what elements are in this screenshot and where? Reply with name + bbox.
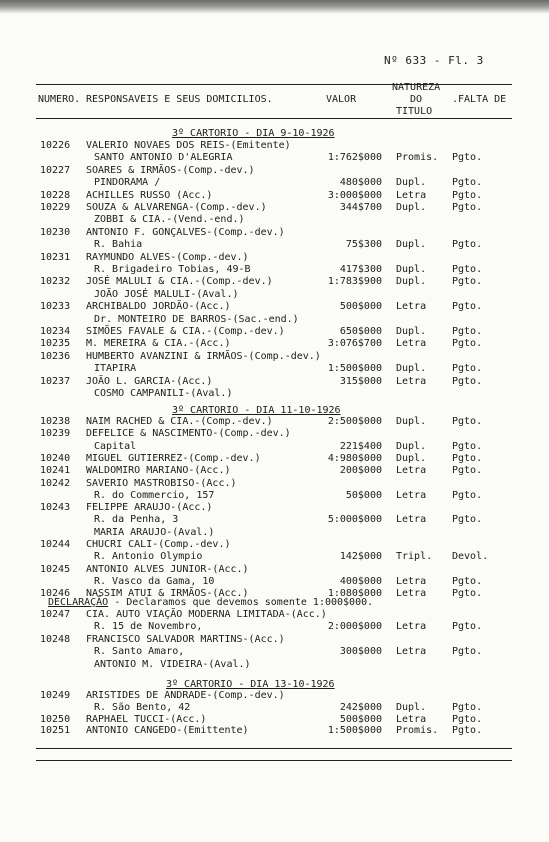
row-falta: Pgto. bbox=[452, 621, 483, 633]
row-responsavel: MARIA ARAUJO-(Aval.) bbox=[94, 526, 215, 538]
row-responsavel: PINDORAMA / bbox=[94, 177, 161, 189]
row-responsavel: ZOBBI & CIA.-(Vend.-end.) bbox=[94, 214, 245, 226]
row-responsavel: RAYMUNDO ALVES-(Comp.-dev.) bbox=[86, 251, 249, 263]
row-valor: 75$300 bbox=[345, 239, 382, 251]
row-responsavel: JOÃO JOSÉ MALULI-(Aval.) bbox=[94, 288, 239, 300]
row-falta: Pgto. bbox=[452, 375, 483, 387]
row-falta: Pgto. bbox=[452, 440, 483, 452]
row-natureza: Dupl. bbox=[396, 177, 427, 189]
row-valor: 2:000$000 bbox=[327, 621, 382, 633]
row-number: 10227 bbox=[40, 164, 71, 176]
row-responsavel: ANTONIO M. VIDEIRA-(Aval.) bbox=[94, 658, 251, 670]
row-responsavel: MIGUEL GUTIERREZ-(Comp.-dev.) bbox=[86, 452, 261, 464]
row-responsavel: COSMO CAMPANILI-(Aval.) bbox=[94, 388, 233, 399]
row-responsavel: ANTONIO CANGEDO-(Emittente) bbox=[86, 725, 249, 737]
header-falta: .FALTA DE bbox=[452, 94, 507, 105]
page-number: Nº 633 - Fl. 3 bbox=[384, 54, 484, 67]
row-natureza: Letra bbox=[396, 588, 427, 600]
row-valor: 344$700 bbox=[339, 202, 382, 213]
row-valor: 300$000 bbox=[339, 646, 382, 658]
row-responsavel: R. São Bento, 42 bbox=[94, 701, 191, 713]
row-natureza: Letra bbox=[396, 646, 427, 658]
row-valor: 142$000 bbox=[339, 551, 382, 563]
row-falta: Pgto. bbox=[452, 575, 483, 587]
row-responsavel: R. do Commercio, 157 bbox=[94, 489, 215, 501]
row-valor: 50$000 bbox=[345, 489, 382, 501]
declaracao-label: DECLARAÇÃO bbox=[48, 597, 109, 608]
row-responsavel: HUMBERTO AVANZINI & IRMÃOS-(Comp.-dev.) bbox=[86, 350, 321, 362]
row-number: 10239 bbox=[40, 428, 71, 440]
row-valor: 5:000$000 bbox=[327, 514, 382, 526]
row-responsavel: RAPHAEL TUCCI-(Acc.) bbox=[86, 713, 207, 725]
row-responsavel: FELIPPE ARAUJO-(Acc.) bbox=[86, 502, 213, 514]
row-falta: Pgto. bbox=[452, 489, 483, 501]
row-responsavel: R. Bahia bbox=[94, 239, 143, 251]
row-natureza: Letra bbox=[396, 489, 427, 501]
row-number: 10229 bbox=[40, 202, 71, 213]
row-natureza: Dupl. bbox=[396, 276, 427, 288]
row-falta: Pgto. bbox=[452, 276, 483, 288]
row-number: 10233 bbox=[40, 301, 71, 313]
row-responsavel: ITAPIRA bbox=[94, 363, 137, 375]
row-valor: 1:500$000 bbox=[327, 725, 382, 737]
header-bottom-rule bbox=[36, 118, 512, 119]
row-responsavel: M. MEREIRA & CIA.-(Acc.) bbox=[86, 338, 231, 350]
row-natureza: Dupl. bbox=[396, 363, 427, 375]
row-valor: 221$400 bbox=[339, 440, 382, 452]
row-responsavel: R. Santo Amaro, bbox=[94, 646, 185, 658]
row-falta: Pgto. bbox=[452, 588, 483, 600]
scan-edge bbox=[0, 0, 549, 14]
row-falta: Pgto. bbox=[452, 326, 483, 337]
header-valor: VALOR bbox=[326, 94, 357, 105]
row-responsavel: SOUZA & ALVARENGA-(Comp.-dev.) bbox=[86, 202, 267, 213]
row-responsavel: ACHILLES RUSSO (Acc.) bbox=[86, 189, 213, 201]
row-valor: 4:980$000 bbox=[327, 452, 382, 464]
row-falta: Pgto. bbox=[452, 514, 483, 526]
section-title: 3º CARTORIO - DIA 11-10-1926 bbox=[172, 405, 341, 416]
row-natureza: Dupl. bbox=[396, 701, 427, 713]
declaracao-line bbox=[48, 597, 373, 608]
row-falta: Pgto. bbox=[452, 264, 483, 275]
row-falta: Pgto. bbox=[452, 363, 483, 375]
header-natureza-3: TITULO bbox=[396, 106, 433, 117]
row-number: 10242 bbox=[40, 477, 71, 489]
row-responsavel: Dr. MONTEIRO DE BARROS-(Sac.-end.) bbox=[94, 313, 299, 325]
row-responsavel: R. Antonio Olympio bbox=[94, 551, 203, 563]
row-number: 10235 bbox=[40, 338, 71, 350]
row-number: 10246 bbox=[40, 588, 71, 600]
row-natureza: Letra bbox=[396, 375, 427, 387]
row-number: 10251 bbox=[40, 725, 71, 737]
row-falta: Pgto. bbox=[452, 713, 483, 725]
row-natureza: Dupl. bbox=[396, 452, 427, 464]
row-number: 10228 bbox=[40, 189, 71, 201]
row-responsavel: WALDOMIRO MARIANO-(Acc.) bbox=[86, 465, 231, 477]
row-number: 10249 bbox=[40, 690, 71, 701]
row-falta: Devol. bbox=[452, 551, 489, 563]
row-natureza: Letra bbox=[396, 621, 427, 633]
header-natureza-2: DO bbox=[410, 94, 423, 105]
row-falta: Pgto. bbox=[452, 239, 483, 251]
row-natureza: Promis. bbox=[396, 152, 439, 164]
row-falta: Pgto. bbox=[452, 152, 483, 164]
row-valor: 315$000 bbox=[339, 375, 382, 387]
row-number: 10241 bbox=[40, 465, 71, 477]
row-valor: 2:500$000 bbox=[327, 416, 382, 427]
row-responsavel: JOÃO L. GARCIA-(Acc.) bbox=[86, 375, 213, 387]
row-falta: Pgto. bbox=[452, 701, 483, 713]
row-natureza: Letra bbox=[396, 713, 427, 725]
row-valor: 3:076$700 bbox=[327, 338, 382, 350]
row-responsavel: NASSIM ATUI & IRMÃOS-(Acc.) bbox=[86, 588, 249, 600]
row-number: 10237 bbox=[40, 375, 71, 387]
row-natureza: Letra bbox=[396, 514, 427, 526]
row-number: 10226 bbox=[40, 140, 71, 151]
row-number: 10245 bbox=[40, 563, 71, 575]
row-valor: 200$000 bbox=[339, 465, 382, 477]
row-falta: Pgto. bbox=[452, 452, 483, 464]
row-responsavel: R. Brigadeiro Tobias, 49-B bbox=[94, 264, 251, 275]
row-responsavel: CHUCRI CALI-(Comp.-dev.) bbox=[86, 539, 231, 550]
row-responsavel: R. Vasco da Gama, 10 bbox=[94, 575, 215, 587]
row-natureza: Tripl. bbox=[396, 551, 433, 563]
row-number: 10236 bbox=[40, 350, 71, 362]
row-responsavel: ARISTIDES DE ANDRADE-(Comp.-dev.) bbox=[86, 690, 285, 701]
row-natureza: Letra bbox=[396, 575, 427, 587]
row-responsavel: JOSÉ MALULI & CIA.-(Comp.-dev.) bbox=[86, 276, 273, 288]
header-top-rule bbox=[36, 84, 512, 85]
row-number: 10232 bbox=[40, 276, 71, 288]
row-number: 10240 bbox=[40, 452, 71, 464]
row-responsavel: R. 15 de Novembro, bbox=[94, 621, 203, 633]
declaracao-text: - Declaramos que devemos somente 1:000$000. bbox=[114, 597, 374, 608]
footer-rule-2 bbox=[36, 760, 512, 761]
row-responsavel: ANTONIO F. GONÇALVES-(Comp.-dev.) bbox=[86, 226, 285, 238]
row-falta: Pgto. bbox=[452, 465, 483, 477]
row-falta: Pgto. bbox=[452, 646, 483, 658]
row-number: 10247 bbox=[40, 609, 71, 620]
row-valor: 417$300 bbox=[339, 264, 382, 275]
row-falta: Pgto. bbox=[452, 725, 483, 737]
row-number: 10238 bbox=[40, 416, 71, 427]
row-number: 10234 bbox=[40, 326, 71, 337]
row-natureza: Promis. bbox=[396, 725, 439, 737]
row-falta: Pgto. bbox=[452, 416, 483, 427]
row-falta: Pgto. bbox=[452, 301, 483, 313]
row-responsavel: VALERIO NOVAES DOS REIS-(Emitente) bbox=[86, 140, 291, 151]
row-responsavel: R. da Penha, 3 bbox=[94, 514, 179, 526]
row-responsavel: ARCHIBALDO JORDÃO-(Acc.) bbox=[86, 301, 231, 313]
row-responsavel: SIMÕES FAVALE & CIA.-(Comp.-dev.) bbox=[86, 326, 285, 337]
row-valor: 1:783$900 bbox=[327, 276, 382, 288]
row-falta: Pgto. bbox=[452, 202, 483, 213]
row-natureza: Dupl. bbox=[396, 239, 427, 251]
row-responsavel: FRANCISCO SALVADOR MARTINS-(Acc.) bbox=[86, 633, 285, 645]
row-valor: 1:500$000 bbox=[327, 363, 382, 375]
row-natureza: Letra bbox=[396, 338, 427, 350]
footer-rule-1 bbox=[36, 748, 512, 749]
row-valor: 500$000 bbox=[339, 713, 382, 725]
header-numero: NUMERO. bbox=[38, 94, 81, 105]
row-valor: 650$000 bbox=[339, 326, 382, 337]
row-responsavel: Capital bbox=[94, 440, 137, 452]
row-natureza: Dupl. bbox=[396, 440, 427, 452]
header-responsaveis: RESPONSAVEIS E SEUS DOMICILIOS. bbox=[86, 94, 273, 105]
section-title: 3º CARTORIO - DIA 13-10-1926 bbox=[166, 679, 335, 690]
row-natureza: Dupl. bbox=[396, 326, 427, 337]
row-responsavel: SOARES & IRMÃOS-(Comp.-dev.) bbox=[86, 164, 255, 176]
row-responsavel: CIA. AUTO VIAÇÃO MODERNA LIMITADA-(Acc.) bbox=[86, 609, 327, 620]
row-number: 10248 bbox=[40, 633, 71, 645]
row-valor: 480$000 bbox=[339, 177, 382, 189]
row-number: 10231 bbox=[40, 251, 71, 263]
row-responsavel: NAIM RACHED & CIA.-(Comp.-dev.) bbox=[86, 416, 273, 427]
row-falta: Pgto. bbox=[452, 338, 483, 350]
row-natureza: Dupl. bbox=[396, 264, 427, 275]
row-responsavel: ANTONIO ALVES JUNIOR-(Acc.) bbox=[86, 563, 249, 575]
row-number: 10243 bbox=[40, 502, 71, 514]
row-responsavel: DEFELICE & NASCIMENTO-(Comp.-dev.) bbox=[86, 428, 291, 440]
row-falta: Pgto. bbox=[452, 189, 483, 201]
row-valor: 3:000$000 bbox=[327, 189, 382, 201]
row-natureza: Letra bbox=[396, 465, 427, 477]
row-responsavel: SANTO ANTONIO D'ALEGRIA bbox=[94, 152, 233, 164]
row-valor: 400$000 bbox=[339, 575, 382, 587]
row-natureza: Dupl. bbox=[396, 202, 427, 213]
row-responsavel: SAVERIO MASTROBISO-(Acc.) bbox=[86, 477, 237, 489]
row-natureza: Letra bbox=[396, 189, 427, 201]
section-title: 3º CARTORIO - DIA 9-10-1926 bbox=[172, 128, 335, 139]
row-number: 10244 bbox=[40, 539, 71, 550]
row-natureza: Letra bbox=[396, 301, 427, 313]
row-falta: Pgto. bbox=[452, 177, 483, 189]
row-natureza: Dupl. bbox=[396, 416, 427, 427]
row-valor: 1:080$000 bbox=[327, 588, 382, 600]
row-valor: 1:762$000 bbox=[327, 152, 382, 164]
row-valor: 500$000 bbox=[339, 301, 382, 313]
row-number: 10230 bbox=[40, 226, 71, 238]
header-natureza-1: NATUREZA bbox=[392, 82, 441, 93]
row-valor: 242$000 bbox=[339, 701, 382, 713]
row-number: 10250 bbox=[40, 713, 71, 725]
